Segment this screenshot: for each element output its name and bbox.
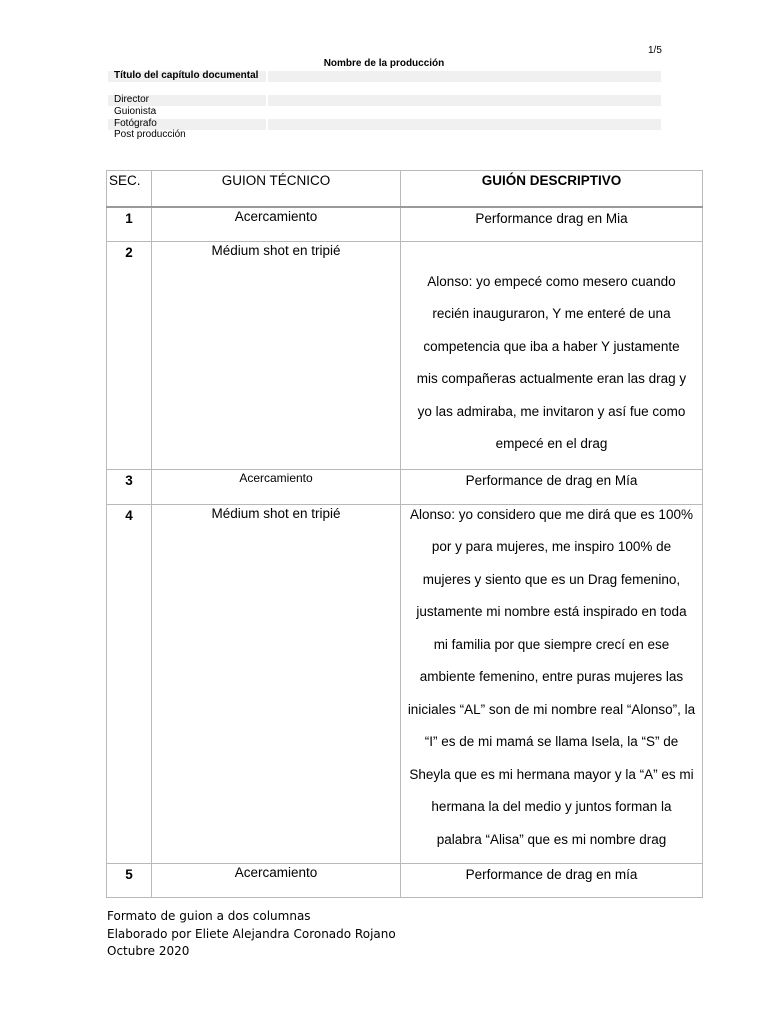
crew-row-director xyxy=(108,95,661,106)
header-guion-tecnico: GUION TÉCNICO xyxy=(152,171,401,208)
crew-label-fotografo: Fotógrafo xyxy=(114,118,157,129)
field-separator xyxy=(266,95,268,106)
row-sec: 3 xyxy=(107,469,152,504)
field-separator xyxy=(266,119,268,130)
row-guion-descriptivo xyxy=(401,504,703,863)
header-sec: SEC. xyxy=(107,171,152,208)
desc-line: Performance de drag en mía xyxy=(465,866,638,882)
desc-line: mis compañeras actualmente eran las drag y xyxy=(416,371,687,387)
desc-line: Performance drag en Mia xyxy=(475,211,628,226)
row-guion-tecnico: Acercamiento xyxy=(152,469,401,504)
crew-row-postproduccion xyxy=(108,130,661,141)
table-row xyxy=(107,207,703,241)
desc-line: Performance de drag en Mía xyxy=(465,472,638,488)
desc-line: recién inauguraron, Y me enteré de una xyxy=(432,306,671,322)
chapter-title-row xyxy=(108,71,661,82)
desc-line: por y para mujeres, me inspiro 100% de xyxy=(431,539,672,554)
table-row xyxy=(107,863,703,897)
crew-row-fotografo xyxy=(108,119,661,130)
row-guion-tecnico: Acercamiento xyxy=(152,207,401,241)
row-guion-descriptivo xyxy=(401,241,703,469)
row-sec: 1 xyxy=(107,207,152,241)
row-guion-tecnico: Médium shot en tripié xyxy=(152,504,401,863)
desc-line: iniciales “AL” son de mi nombre real “Alonso”, la xyxy=(407,701,696,717)
row-sec: 4 xyxy=(107,504,152,863)
row-sec: 2 xyxy=(107,241,152,469)
footer xyxy=(107,908,396,961)
row-guion-descriptivo xyxy=(401,207,703,241)
chapter-title-label: Título del capítulo documental xyxy=(114,70,259,81)
footer-author-line: Elaborado por Eliete Alejandra Coronado Rojano xyxy=(107,926,396,941)
desc-line: palabra “Alisa” que es mi nombre drag xyxy=(436,831,667,847)
desc-line: yo las admiraba, me invitaron y así fue como xyxy=(417,403,686,419)
desc-line: competencia que iba a haber Y justamente xyxy=(423,338,680,354)
row-sec: 5 xyxy=(107,863,152,897)
desc-line: “I” es de mi mamá se llama Isela, la “S” de xyxy=(424,734,679,749)
footer-date-line: Octubre 2020 xyxy=(107,944,190,958)
table-header-row xyxy=(107,171,703,208)
row-guion-descriptivo xyxy=(401,863,703,897)
crew-label-guionista: Guionista xyxy=(114,106,157,117)
crew-label-postproduccion: Post producción xyxy=(114,129,186,140)
crew-label-director: Director xyxy=(114,94,150,105)
desc-line: Alonso: yo empecé como mesero cuando xyxy=(427,273,676,289)
desc-line: mi familia por que siempre crecí en ese xyxy=(433,636,670,652)
page-number: 1/5 xyxy=(648,45,662,56)
header-guion-descriptivo: GUIÓN DESCRIPTIVO xyxy=(401,171,703,208)
desc-line: justamente mi nombre está inspirado en toda xyxy=(416,604,687,619)
production-name: Nombre de la producción xyxy=(323,58,445,69)
script-table xyxy=(106,170,703,898)
field-separator xyxy=(266,71,268,82)
footer-format-line: Formato de guion a dos columnas xyxy=(107,909,311,923)
crew-row-guionista xyxy=(108,107,661,118)
row-guion-tecnico: Acercamiento xyxy=(152,863,401,897)
table-row xyxy=(107,241,703,469)
desc-line: empecé en el drag xyxy=(495,436,608,452)
row-guion-tecnico: Médium shot en tripié xyxy=(152,241,401,469)
desc-line: ambiente femenino, entre puras mujeres las xyxy=(419,669,684,684)
desc-line: Sheyla que es mi hermana mayor y la “A” es mi xyxy=(409,766,694,782)
desc-line: hermana la del medio y juntos forman la xyxy=(431,799,672,814)
table-row xyxy=(107,504,703,863)
desc-line: mujeres y siento que es un Drag femenino, xyxy=(422,571,681,587)
desc-line: Alonso: yo considero que me dirá que es 100% xyxy=(410,506,693,522)
